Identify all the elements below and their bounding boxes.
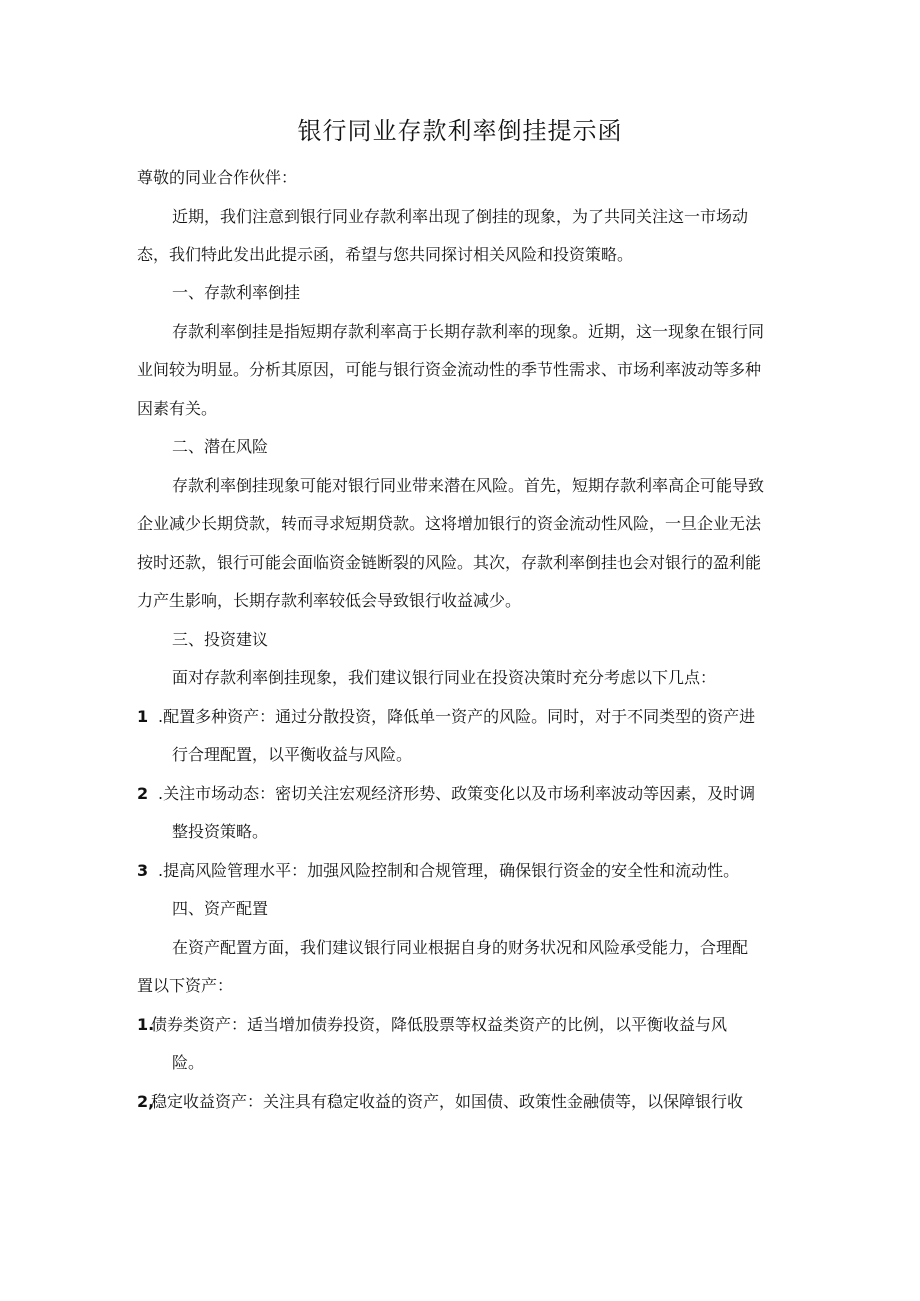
list-item-line: 险。 xyxy=(172,1053,205,1072)
list-item-line: 债券类资产：适当增加债券投资，降低股票等权益类资产的比例，以平衡收益与风 xyxy=(151,1015,728,1034)
document-title: 银行同业存款利率倒挂提示函 xyxy=(297,117,623,145)
section-1-line-3: 因素有关。 xyxy=(137,399,218,418)
intro-line-2: 态，我们特此发出此提示函，希望与您共同探讨相关风险和投资策略。 xyxy=(137,245,634,264)
section-1-heading: 一、存款利率倒挂 xyxy=(172,283,301,302)
section-2-line-4: 力产生影响，长期存款利率较低会导致银行收益减少。 xyxy=(137,591,522,610)
section-2-line-2: 企业减少长期贷款，转而寻求短期贷款。这将增加银行的资金流动性风险，一旦企业无法 xyxy=(137,514,762,533)
section-2-heading: 二、潜在风险 xyxy=(172,437,269,456)
list-item-number: 2, xyxy=(137,1092,155,1111)
section-3-heading: 三、投资建议 xyxy=(172,630,269,649)
list-item-line: .关注市场动态：密切关注宏观经济形势、政策变化以及市场利率波动等因素，及时调 xyxy=(158,784,756,803)
section-2-line-3: 按时还款，银行可能会面临资金链断裂的风险。其次，存款利率倒挂也会对银行的盈利能 xyxy=(137,553,762,572)
section-1-line-2: 业间较为明显。分析其原因，可能与银行资金流动性的季节性需求、市场利率波动等多种 xyxy=(137,360,762,379)
list-item-number: 2 xyxy=(137,784,149,803)
section-4-line-2: 置以下资产： xyxy=(137,976,234,995)
list-item-line: .配置多种资产：通过分散投资，降低单一资产的风险。同时，对于不同类型的资产进 xyxy=(158,707,756,726)
list-item-line: 稳定收益资产：关注具有稳定收益的资产，如国债、政策性金融债等，以保障银行收 xyxy=(151,1092,744,1111)
section-4-line-1: 在资产配置方面，我们建议银行同业根据自身的财务状况和风险承受能力，合理配 xyxy=(172,938,749,957)
list-item-number: 3 xyxy=(137,861,149,880)
section-2-line-1: 存款利率倒挂现象可能对银行同业带来潜在风险。首先，短期存款利率高企可能导致 xyxy=(172,476,765,495)
list-item-number: 1 xyxy=(137,707,149,726)
section-4-heading: 四、资产配置 xyxy=(172,899,269,918)
intro-line-1: 近期，我们注意到银行同业存款利率出现了倒挂的现象，为了共同关注这一市场动 xyxy=(172,207,749,226)
list-item-line: .提高风险管理水平：加强风险控制和合规管理，确保银行资金的安全性和流动性。 xyxy=(158,861,740,880)
section-1-line-1: 存款利率倒挂是指短期存款利率高于长期存款利率的现象。近期，这一现象在银行同 xyxy=(172,322,765,341)
list-item-line: 整投资策略。 xyxy=(172,822,269,841)
list-item-number: 1. xyxy=(137,1015,155,1034)
list-item-line: 行合理配置，以平衡收益与风险。 xyxy=(172,745,413,764)
section-3-lead: 面对存款利率倒挂现象，我们建议银行同业在投资决策时充分考虑以下几点： xyxy=(172,668,717,687)
salutation: 尊敬的同业合作伙伴： xyxy=(137,168,298,187)
